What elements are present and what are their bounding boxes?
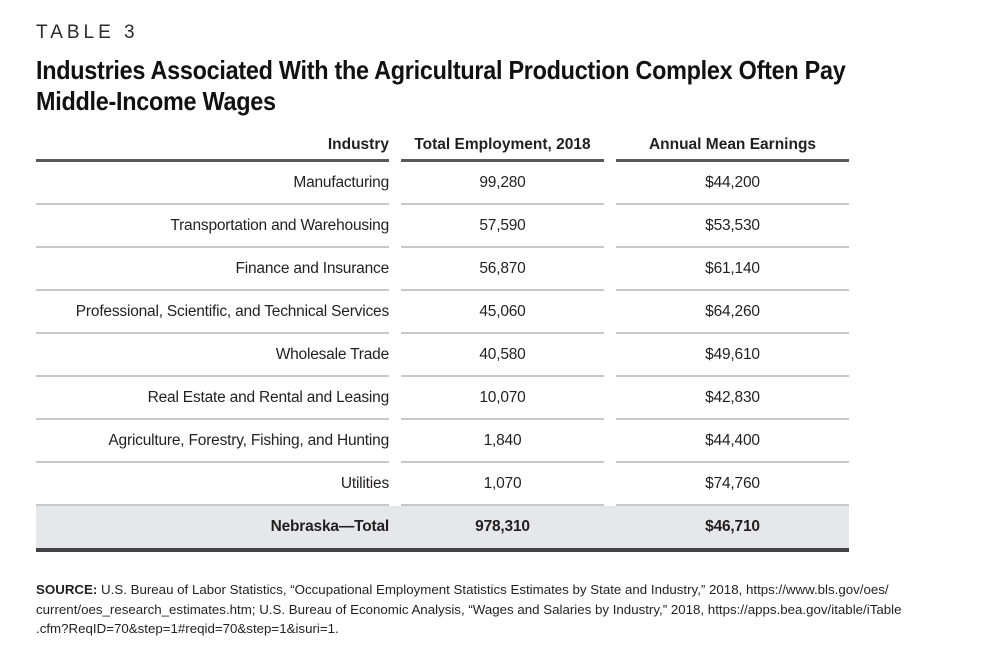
employment-cell: 1,070 <box>401 463 604 506</box>
industry-cell: Agriculture, Forestry, Fishing, and Hunting <box>36 420 389 463</box>
column-header-industry: Industry <box>36 135 389 162</box>
industry-cell: Manufacturing <box>36 162 389 205</box>
industry-cell: Real Estate and Rental and Leasing <box>36 377 389 420</box>
table-row <box>36 162 849 205</box>
total-earnings-cell: $46,710 <box>705 518 760 535</box>
page-title-line2: Middle-Income Wages <box>36 86 276 116</box>
source-label: SOURCE: <box>36 582 98 597</box>
industry-cell: Wholesale Trade <box>36 334 389 377</box>
industry-cell: Finance and Insurance <box>36 248 389 291</box>
employment-cell: 57,590 <box>401 205 604 248</box>
table-row <box>36 420 849 463</box>
earnings-cell: $74,760 <box>616 463 849 506</box>
employment-cell: 45,060 <box>401 291 604 334</box>
industry-cell: Utilities <box>36 463 389 506</box>
employment-cell: 56,870 <box>401 248 604 291</box>
earnings-cell: $42,830 <box>616 377 849 420</box>
earnings-cell: $44,400 <box>616 420 849 463</box>
earnings-cell: $64,260 <box>616 291 849 334</box>
data-table <box>36 135 849 552</box>
employment-cell: 40,580 <box>401 334 604 377</box>
employment-cell: 1,840 <box>401 420 604 463</box>
total-employment-cell: 978,310 <box>475 518 530 535</box>
industry-cell: Transportation and Warehousing <box>36 205 389 248</box>
earnings-cell: $44,200 <box>616 162 849 205</box>
earnings-cell: $61,140 <box>616 248 849 291</box>
table-label: TABLE 3 <box>36 22 139 43</box>
source-note <box>36 580 965 639</box>
source-line: .cfm?ReqID=70&step=1#reqid=70&step=1&isuri=1. <box>36 621 339 636</box>
page-title <box>36 55 872 117</box>
total-industry-cell: Nebraska—Total <box>270 518 389 535</box>
source-line <box>36 580 965 600</box>
employment-cell: 99,280 <box>401 162 604 205</box>
earnings-cell: $49,610 <box>616 334 849 377</box>
earnings-cell: $53,530 <box>616 205 849 248</box>
source-line-1-text: U.S. Bureau of Labor Statistics, “Occupational Employment Statistics Estimates by State and Industry,” 2018, https://www.bls.gov/oes/ <box>101 582 889 597</box>
column-header-annual-mean-earnings: Annual Mean Earnings <box>616 135 849 162</box>
table-row <box>36 248 849 291</box>
table-row <box>36 334 849 377</box>
table-row <box>36 377 849 420</box>
employment-cell: 10,070 <box>401 377 604 420</box>
table-body <box>36 162 849 506</box>
table-row <box>36 291 849 334</box>
total-row <box>36 506 849 552</box>
page-title-line1: Industries Associated With the Agricultural Production Complex Often Pay <box>36 55 846 85</box>
industry-cell: Professional, Scientific, and Technical Services <box>36 291 389 334</box>
column-header-total-employment: Total Employment, 2018 <box>401 135 604 162</box>
table-row <box>36 205 849 248</box>
source-line: current/oes_research_estimates.htm; U.S. Bureau of Economic Analysis, “Wages and Salaries by Industry,” 2018, https://apps.bea.gov/itable/iTable <box>36 601 902 617</box>
table-row <box>36 463 849 506</box>
table-header-row <box>36 135 849 162</box>
